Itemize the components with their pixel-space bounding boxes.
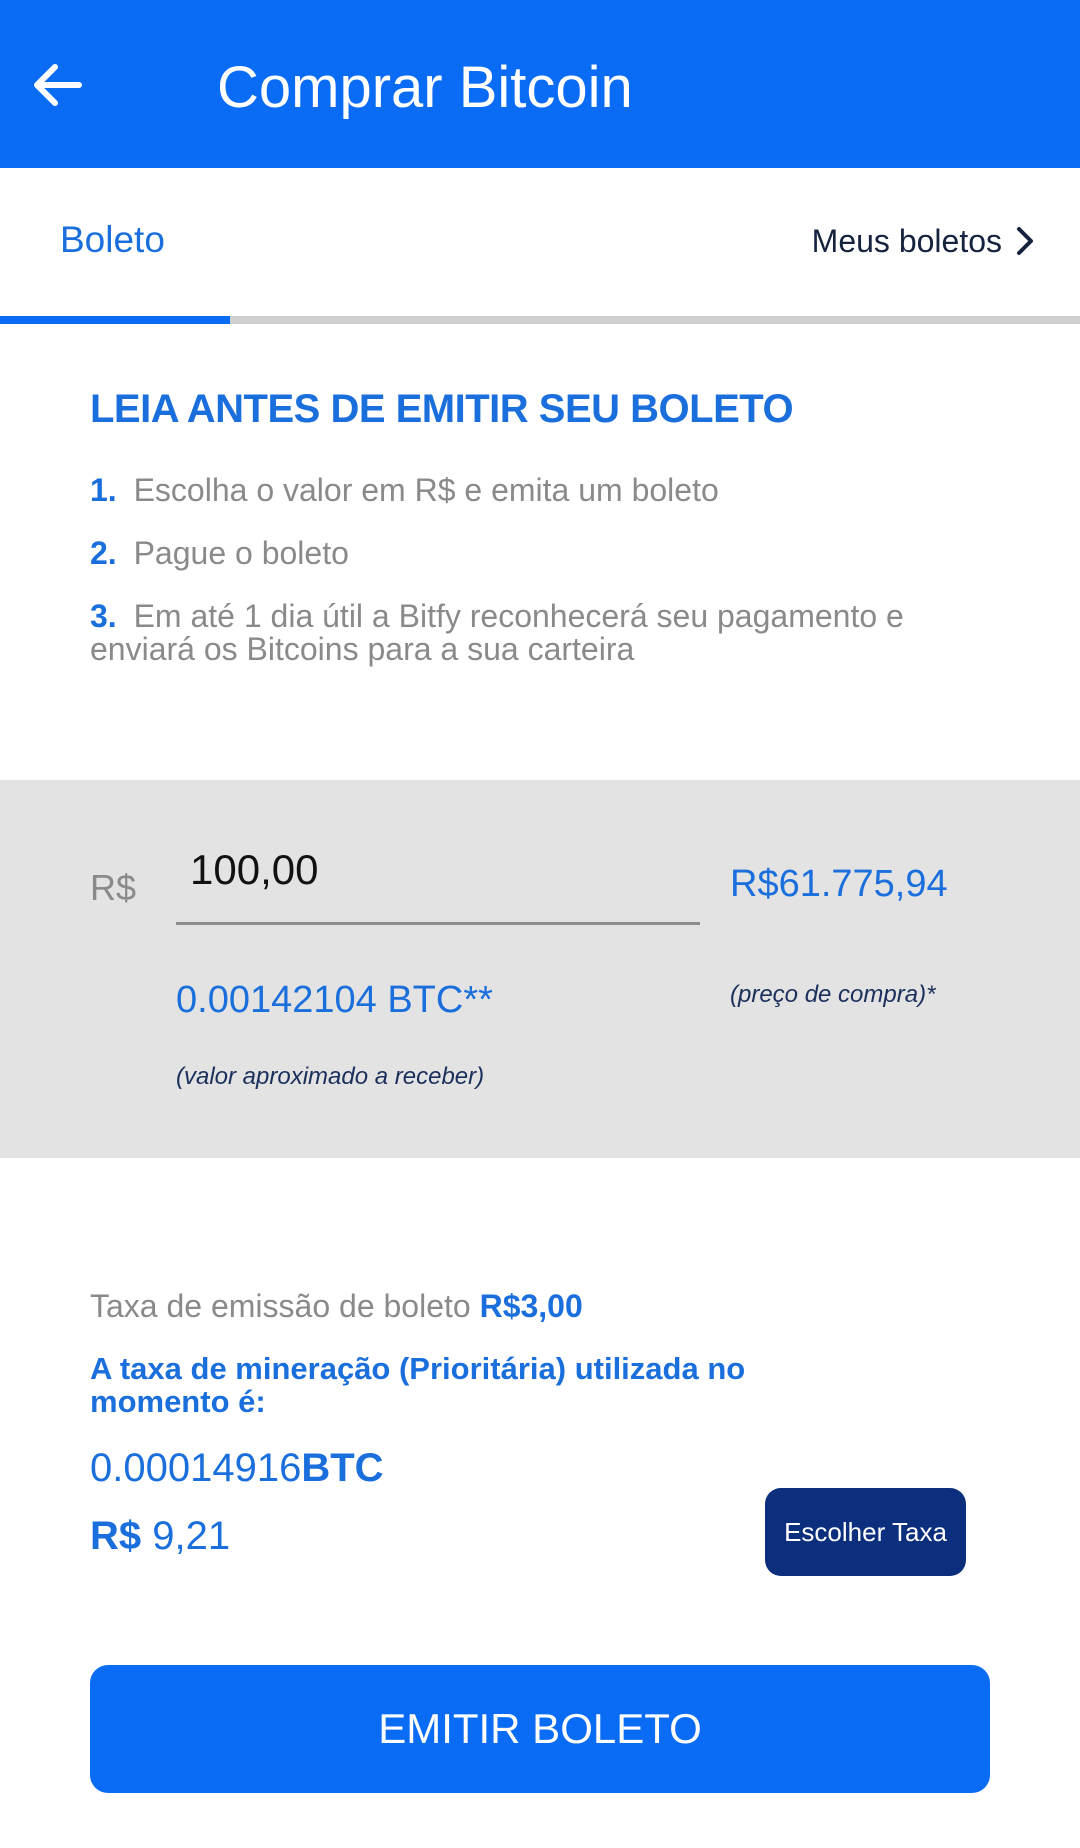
my-boletos-link[interactable] [812,220,1038,262]
my-boletos-label: Meus boletos [811,223,1002,259]
back-button[interactable] [22,50,92,120]
buy-price-note: (preço de compra)* [730,981,936,1008]
app-bar [0,0,1080,168]
instructions-title: LEIA ANTES DE EMITIR SEU BOLETO [90,387,794,431]
instruction-step [90,600,990,666]
emit-boleto-button[interactable]: EMITIR BOLETO [90,1665,990,1793]
step-text: Em até 1 dia útil a Bitfy reconhecerá seu pagamento e enviará os Bitcoins para a sua carteira [90,598,904,667]
issue-fee [90,1286,583,1326]
btc-estimate-note: (valor aproximado a receber) [176,1063,485,1090]
btc-estimate: 0.00142104 BTC** [176,979,493,1021]
choose-fee-button[interactable]: Escolher Taxa [765,1488,966,1576]
instruction-step [90,537,990,570]
mining-fee-title: A taxa de mineração (Prioritária) utilizada no momento é: [90,1351,746,1419]
step-text: Escolha o valor em R$ e emita um boleto [133,472,719,508]
mining-fee-brl-value: 9,21 [152,1514,231,1558]
tab-boleto[interactable]: Boleto [60,219,165,260]
mining-fee-brl-prefix: R$ [90,1514,142,1558]
page-title: Comprar Bitcoin [217,55,633,120]
tab-active-indicator [0,316,230,324]
issue-fee-amount: R$3,00 [479,1288,583,1324]
step-text: Pague o boleto [133,535,349,571]
step-number: 1. [90,472,117,508]
chevron-right-icon [1012,223,1038,259]
mining-fee-btc-unit: BTC [301,1446,384,1490]
instructions-list [90,474,990,696]
buy-price: R$61.775,94 [730,863,948,905]
tab-bar [0,168,1080,326]
instruction-step [90,474,990,507]
mining-fee-btc [90,1444,384,1492]
step-number: 3. [90,598,117,634]
issue-fee-label: Taxa de emissão de boleto [90,1288,471,1324]
purchase-panel [0,780,1080,1158]
mining-fee-btc-value: 0.00014916 [90,1446,302,1490]
amount-input[interactable] [176,840,700,925]
amount-value: 100,00 [190,846,319,893]
currency-label: R$ [90,867,137,908]
mining-fee-brl [90,1512,230,1560]
arrow-left-icon [29,57,85,113]
step-number: 2. [90,535,117,571]
